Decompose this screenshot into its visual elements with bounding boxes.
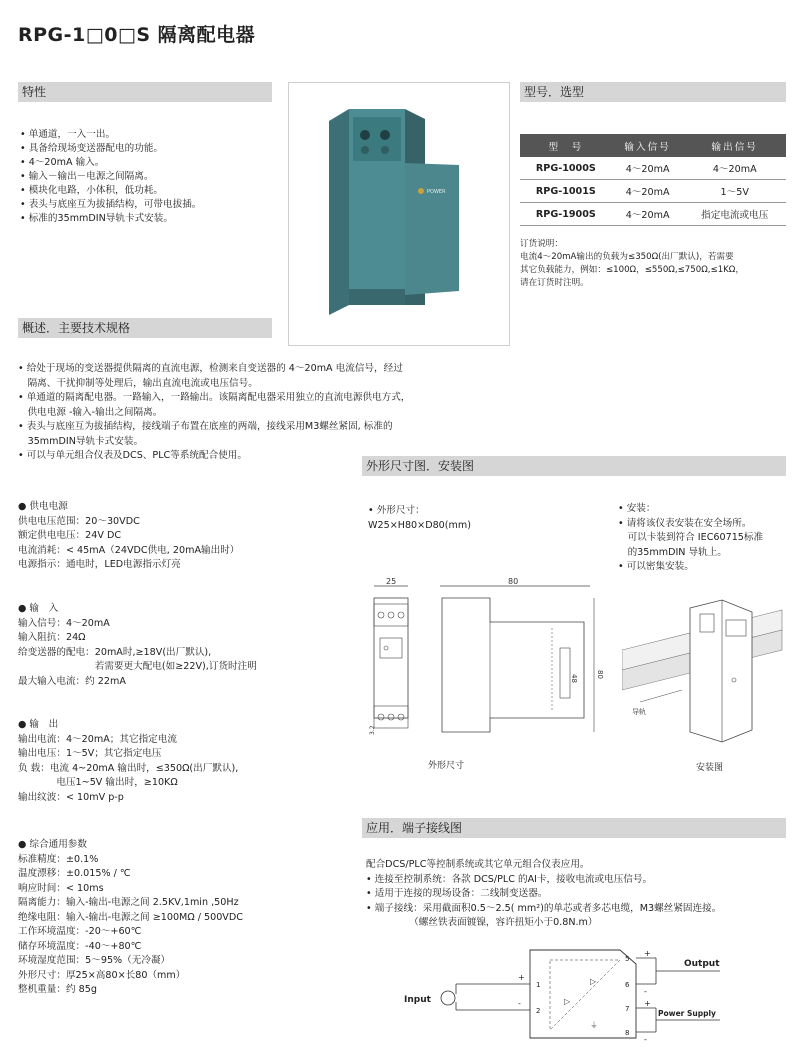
spec-line: 最大输入电流：约 22mA: [18, 675, 126, 687]
table-row: [520, 203, 786, 226]
terminal-2: 2: [536, 1007, 541, 1015]
model-table: [520, 134, 786, 226]
model-cell: RPG-1900S: [520, 203, 612, 226]
svg-text:▷: ▷: [564, 997, 571, 1006]
feature-item: • 单通道，一入一出。: [20, 129, 116, 140]
spec-line: 响应时间：< 10ms: [18, 882, 104, 894]
input-cell: 4～20mA: [612, 203, 684, 226]
install-line: 可以卡装到符合 IEC60715标准: [618, 532, 764, 543]
svg-text:▷: ▷: [590, 977, 597, 986]
terminal-7: 7: [625, 1005, 630, 1013]
overview-line: • 给处于现场的变送器提供隔离的直流电源，检测来自变送器的 4～20mA 电流信号，经过: [18, 363, 403, 374]
output-label: Output: [684, 959, 720, 969]
general-heading: ● 综合通用参数: [18, 839, 87, 850]
table-row: [520, 180, 786, 203]
spec-line: 若需要更大配电(如≥22V),订货时注明: [18, 661, 257, 672]
spec-line: 工作环境温度：-20～+60℃: [18, 926, 142, 937]
order-note-line: 其它负载能力，例如：≤100Ω，≤550Ω,≤750Ω,≤1KΩ，: [520, 265, 744, 275]
size-label: • 外形尺寸：: [368, 505, 425, 516]
spec-line: 隔离能力：输入-输出-电源之间 2.5KV,1min ,50Hz: [18, 897, 239, 908]
input-minus: -: [518, 999, 521, 1008]
features-list: [20, 128, 201, 226]
outline-caption: 外形尺寸: [428, 761, 465, 771]
outline-drawing: [362, 578, 612, 778]
features-heading: 特性: [18, 82, 272, 102]
overview-line: • 可以与单元组合仪表及DCS、PLC等系统配合使用。: [18, 450, 247, 461]
size-block: [368, 504, 471, 533]
install-drawing: [622, 590, 792, 780]
overview-line: 供电电源 -输入-输出之间隔离。: [18, 406, 163, 418]
spec-line: 绝缘电阻：输入-输出-电源之间 ≥100MΩ / 500VDC: [18, 911, 243, 923]
install-line: • 可以密集安装。: [618, 561, 694, 572]
terminal-1: 1: [536, 981, 541, 989]
dim-48-label: 48: [570, 674, 578, 683]
feature-item: • 输入－输出－电源之间隔离。: [20, 171, 154, 182]
terminal-6: 6: [625, 981, 630, 989]
input-cell: 4～20mA: [612, 157, 684, 180]
output-spec: [18, 718, 238, 805]
spec-line: 输入信号：4～20mA: [18, 617, 110, 629]
overview-text: [18, 362, 410, 464]
size-value: W25×H80×D80(mm): [368, 519, 471, 531]
product-photo: [288, 82, 510, 346]
wiring-diagram: [400, 944, 730, 1054]
spec-line: 供电电压范围：20～30VDC: [18, 515, 140, 527]
wiring-text: [366, 858, 721, 931]
spec-line: 标准精度：±0.1%: [18, 853, 99, 865]
wiring-line: • 连接至控制系统：各款 DCS/PLC 的AI卡，接收电流或电压信号。: [366, 873, 653, 885]
install-line: • 请将该仪表安装在安全场所。: [618, 517, 752, 529]
feature-item: • 标准的35mmDIN导轨卡式安装。: [20, 213, 173, 224]
input-plus: +: [518, 973, 525, 982]
install-line: 的35mmDIN 导轨上。: [618, 546, 727, 558]
table-header: 型 号: [520, 134, 612, 157]
feature-item: • 表头与底座互为拔插结构，可带电拔插。: [20, 199, 202, 210]
order-note-line: 订货说明：: [520, 239, 563, 249]
input-label: Input: [404, 995, 431, 1005]
spec-line: 储存环境温度：-40～+80℃: [18, 940, 142, 952]
model-cell: RPG-1000S: [520, 157, 612, 180]
wiring-line: （螺丝铁表面镀镍，容许扭矩小于0.8N.m）: [366, 917, 598, 928]
power-spec: [18, 500, 239, 573]
spec-line: 额定供电电压：24V DC: [18, 530, 122, 541]
overview-line: • 表头与底座互为拔插结构，接线端子布置在底座的两端，接线采用M3螺丝紧固, 标准的: [18, 421, 393, 432]
output-cell: 指定电流或电压: [683, 203, 786, 226]
wiring-heading: 应用．端子接线图: [362, 818, 786, 838]
input-spec: [18, 602, 257, 689]
install-block: [618, 502, 763, 575]
spec-line: 输出电流：4～20mA；其它指定电流: [18, 733, 177, 745]
wiring-line: • 端子接线：采用截面积0.5～2.5( mm²)的单芯或者多芯电缆，M3螺丝紧固连接。: [366, 902, 722, 914]
spec-line: 电压1~5V 输出时，≥10KΩ: [18, 777, 178, 788]
dimensions-heading: 外形尺寸图．安装图: [362, 456, 786, 476]
models-heading: 型号．选型: [520, 82, 786, 102]
power-label: Power Supply: [658, 1009, 716, 1018]
overview-heading: 概述．主要技术规格: [18, 318, 272, 338]
page-title: RPG-1□0□S 隔离配电器: [18, 24, 256, 46]
spec-line: 整机重量：约 85g: [18, 984, 97, 995]
order-note: [520, 238, 744, 290]
output-minus: -: [644, 987, 647, 996]
input-cell: 4～20mA: [612, 180, 684, 203]
rail-label: 导轨: [632, 708, 646, 716]
isolator-module-image: [289, 83, 509, 345]
overview-line: • 单通道的隔离配电器。一路输入，一路输出。该隔离配电器采用独立的直流电源供电方式，: [18, 392, 411, 403]
terminal-8: 8: [625, 1029, 630, 1037]
svg-text:⏚: ⏚: [590, 1021, 598, 1030]
model-cell: RPG-1001S: [520, 180, 612, 203]
spec-line: 温度漂移：±0.015% / ℃: [18, 868, 131, 879]
output-cell: 4～20mA: [683, 157, 786, 180]
dim-80-height-label: 80: [596, 670, 604, 679]
spec-line: 给变送器的配电：20mA时,≥18V(出厂默认),: [18, 646, 212, 658]
dim-80-width-label: 80: [508, 578, 519, 586]
feature-item: • 模块化电路，小体积，低功耗。: [20, 185, 164, 196]
spec-line: 输入阻抗：24Ω: [18, 632, 86, 643]
table-header: 输入信号: [612, 134, 684, 157]
spec-line: 外形尺寸：厚25×高80×长80（mm）: [18, 969, 186, 981]
spec-line: 输出电压：1～5V；其它指定电压: [18, 748, 162, 759]
feature-item: • 4～20mA 输入。: [20, 157, 105, 168]
spec-line: 电源指示：通电时，LED电源指示灯亮: [18, 559, 181, 570]
spec-line: 负 载：电流 4~20mA 输出时，≤350Ω(出厂默认),: [18, 762, 239, 774]
feature-item: • 具备给现场变送器配电的功能。: [20, 143, 164, 154]
spec-line: 环境湿度范围：5～95%（无冷凝）: [18, 955, 171, 966]
install-line: • 安装：: [618, 503, 656, 514]
output-plus: +: [644, 949, 651, 958]
output-heading: ● 输 出: [18, 719, 59, 730]
wiring-line: 配合DCS/PLC等控制系统或其它单元组合仪表应用。: [366, 859, 590, 870]
order-note-line: 请在订货时注明。: [520, 278, 589, 288]
order-note-line: 电流4～20mA输出的负载为≤350Ω(出厂默认)，若需要: [520, 252, 734, 262]
wiring-line: • 适用于连接的现场设备：二线制变送器。: [366, 888, 548, 899]
spec-line: 输出纹波：< 10mV p-p: [18, 791, 124, 803]
input-heading: ● 输 入: [18, 603, 59, 614]
dim-25-label: 25: [386, 578, 397, 586]
power-heading: ● 供电电源: [18, 501, 68, 512]
general-spec: [18, 838, 243, 998]
table-header: 输出信号: [683, 134, 786, 157]
install-caption: 安装图: [696, 763, 724, 773]
overview-line: 隔离、干扰抑制等处理后，输出直流电流或电压信号。: [18, 377, 258, 389]
terminal-5: 5: [625, 955, 630, 963]
table-row: [520, 157, 786, 180]
overview-line: 35mmDIN导轨卡式安装。: [18, 435, 144, 447]
power-plus: +: [644, 999, 651, 1008]
power-minus: -: [644, 1035, 647, 1044]
svg-text:POWER: POWER: [427, 189, 446, 195]
dim-3-2-label: 3.2: [369, 725, 376, 735]
output-cell: 1～5V: [683, 180, 786, 203]
spec-line: 电流消耗：< 45mA（24VDC供电, 20mA输出时）: [18, 544, 240, 556]
